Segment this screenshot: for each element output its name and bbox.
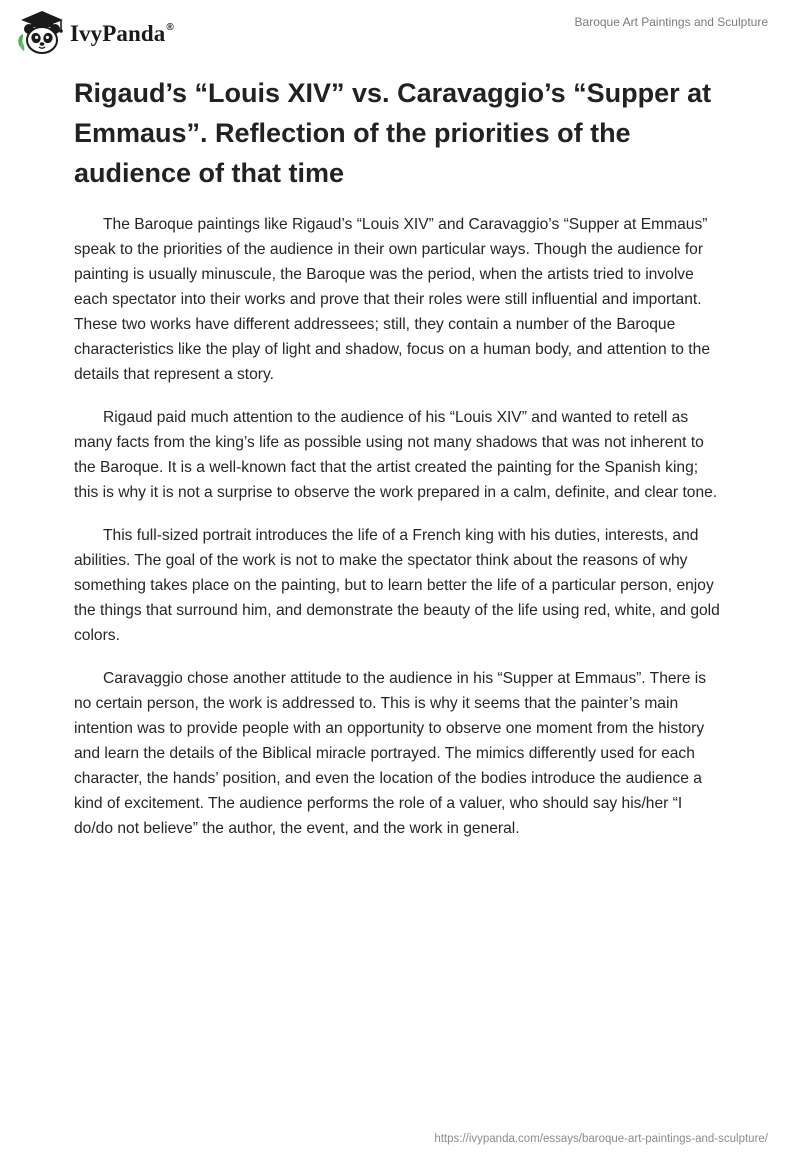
document-title: Baroque Art Paintings and Sculpture	[574, 15, 768, 29]
ivypanda-logo[interactable]	[16, 9, 174, 57]
source-url-link[interactable]: https://ivypanda.com/essays/baroque-art-paintings-and-sculpture/	[434, 1133, 768, 1145]
paragraph: The Baroque paintings like Rigaud’s “Louis XIV” and Caravaggio’s “Supper at Emmaus” speak to the priorities of the audience in their own particular ways. Though the audience for painting is usually minuscule, the Baroque was the period, when the artists tried to involve each spectator into their works and prove that their roles were still influential and important. These two works have different addressees; still, they contain a number of the Baroque characteristics like the play of light and shadow, focus on a human body, and attention to the details that represent a story.	[74, 216, 710, 383]
page-title: Rigaud’s “Louis XIV” vs. Caravaggio’s “Supper at Emmaus”. Reflection of the priorities of the audience of that time	[74, 78, 712, 188]
registered-mark: ®	[166, 22, 174, 34]
page-header	[0, 0, 800, 64]
paragraph: Rigaud paid much attention to the audience of his “Louis XIV” and wanted to retell as many facts from the king’s life as possible using not many shadows that was not inherent to the Baroque. It is a well-known fact that the artist created the painting for the Spanish king; this is why it is not a surprise to observe the work prepared in a calm, definite, and clear tone.	[74, 409, 718, 501]
paragraph: Caravaggio chose another attitude to the audience in his “Supper at Emmaus”. There is no certain person, the work is addressed to. This is why it seems that the painter’s main intention was to provide people with an opportunity to observe one moment from the history and learn the details of the Biblical miracle portrayed. The mimics differently used for each character, the hands’ position, and even the location of the bodies introduce the audience a kind of excitement. The audience performs the role of a valuer, who should say his/her “I do/do not believe” the author, the event, and the work in general.	[74, 670, 707, 837]
brand-name: IvyPanda®	[70, 21, 174, 46]
article-body	[74, 212, 724, 859]
panda-graduate-icon	[16, 9, 66, 57]
paragraph: This full-sized portrait introduces the life of a French king with his duties, interests, and abilities. The goal of the work is not to make the spectator think about the reasons of why something takes place on the painting, but to learn better the life of a particular person, enjoy the things that surround him, and demonstrate the beauty of the life using red, white, and gold colors.	[74, 527, 720, 644]
